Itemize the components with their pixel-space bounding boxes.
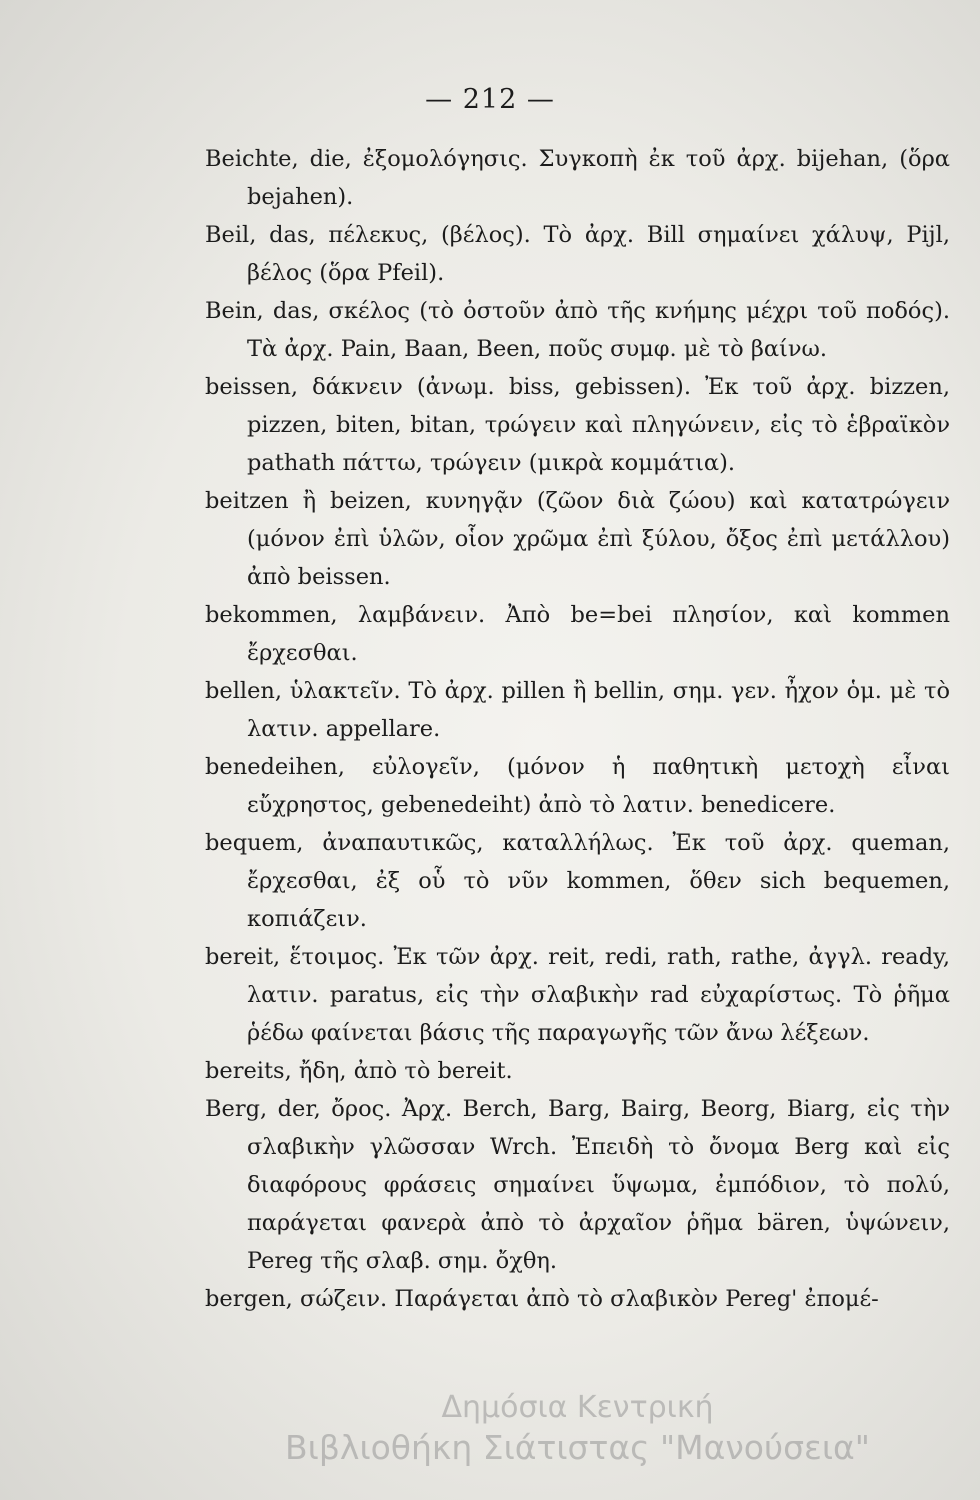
dictionary-entry-berg: Berg, der, ὄρος. Ἀρχ. Berch, Barg, Bairg, Beorg, Biarg, εἰς τὴν σλαβικὴν γλῶσσαν Wrch. Ἐπειδὴ τὸ ὄνομα Berg καὶ εἰς διαφόρους φράσεις σημαίνει ὕψωμα, ἐμπόδιον, τὸ πολύ, παράγεται φανερὰ ἀπὸ τὸ ἀρχαῖον ῥῆμα bären, ὑψώνειν, Pereg τῆς σλαβ. σημ. ὄχθη. <box>205 1096 950 1274</box>
watermark-line-1: Δημόσια Κεντρική <box>441 1390 714 1425</box>
dictionary-entry-beissen: beissen, δάκνειν (ἀνωμ. biss, gebissen). Ἐκ τοῦ ἀρχ. bizzen, pizzen, biten, bitan, τρώγειν καὶ πληγώνειν, εἰς τὸ ἑβραϊκὸν pathath πάττω, τρώγειν (μικρὰ κομμάτια). <box>205 374 950 476</box>
dictionary-entry-beichte: Beichte, die, ἐξομολόγησις. Συγκοπὴ ἐκ τοῦ ἀρχ. bijehan, (ὅρα bejahen). <box>205 146 950 210</box>
dictionary-entry-bein: Bein, das, σκέλος (τὸ ὀστοῦν ἀπὸ τῆς κνήμης μέχρι τοῦ ποδός). Τὰ ἀρχ. Pain, Baan, Been, ποῦς συμφ. μὲ τὸ βαίνω. <box>205 298 950 362</box>
dictionary-entry-bergen: bergen, σώζειν. Παράγεται ἀπὸ τὸ σλαβικὸν Pereg' ἐπομέ- <box>205 1286 879 1312</box>
dictionary-entry-bereit: bereit, ἕτοιμος. Ἐκ τῶν ἀρχ. reit, redi, rath, rathe, ἀγγλ. ready, λατιν. paratus, εἰς τὴν σλαβικὴν rad εὐχαρίστως. Τὸ ῥῆμα ῥέδω φαίνεται βάσις τῆς παραγωγῆς τῶν ἄνω λέξεων. <box>205 944 950 1046</box>
dictionary-entry-beitzen: beitzen ἢ beizen, κυνηγᾷν (ζῶον διὰ ζώου) καὶ κατατρώγειν (μόνον ἐπὶ ὑλῶν, οἷον χρῶμα ἐπὶ ξύλου, ὄξος ἐπὶ μετάλλου) ἀπὸ beissen. <box>205 488 950 590</box>
dictionary-entry-bequem: bequem, ἀναπαυτικῶς, καταλλήλως. Ἐκ τοῦ ἀρχ. queman, ἔρχεσθαι, ἐξ οὗ τὸ νῦν kommen, ὅθεν sich bequemen, κοπιάζειν. <box>205 830 950 932</box>
dictionary-entry-beil: Beil, das, πέλεκυς, (βέλος). Τὸ ἀρχ. Bill σημαίνει χάλυψ, Pijl, βέλος (ὅρα Pfeil). <box>205 222 950 286</box>
library-watermark <box>205 1388 950 1468</box>
watermark-line-2: Βιβλιοθήκη Σιάτιστας "Μανούσεια" <box>285 1428 870 1467</box>
dictionary-entry-bekommen: bekommen, λαμβάνειν. Ἀπὸ be=bei πλησίον, καὶ kommen ἔρχεσθαι. <box>205 602 950 666</box>
dictionary-entry-benedeihen: benedeihen, εὐλογεῖν, (μόνον ἡ παθητικὴ μετοχὴ εἶναι εὔχρηστος, gebenedeiht) ἀπὸ τὸ λατιν. benedicere. <box>205 754 950 818</box>
dictionary-text <box>205 140 950 1318</box>
dictionary-entry-bellen: bellen, ὑλακτεῖν. Τὸ ἀρχ. pillen ἢ bellin, σημ. γεν. ἦχον ὁμ. μὲ τὸ λατιν. appellare. <box>205 678 950 742</box>
dictionary-entry-bereits: bereits, ἤδη, ἀπὸ τὸ bereit. <box>205 1058 513 1084</box>
page-number: — 212 — <box>425 84 555 115</box>
